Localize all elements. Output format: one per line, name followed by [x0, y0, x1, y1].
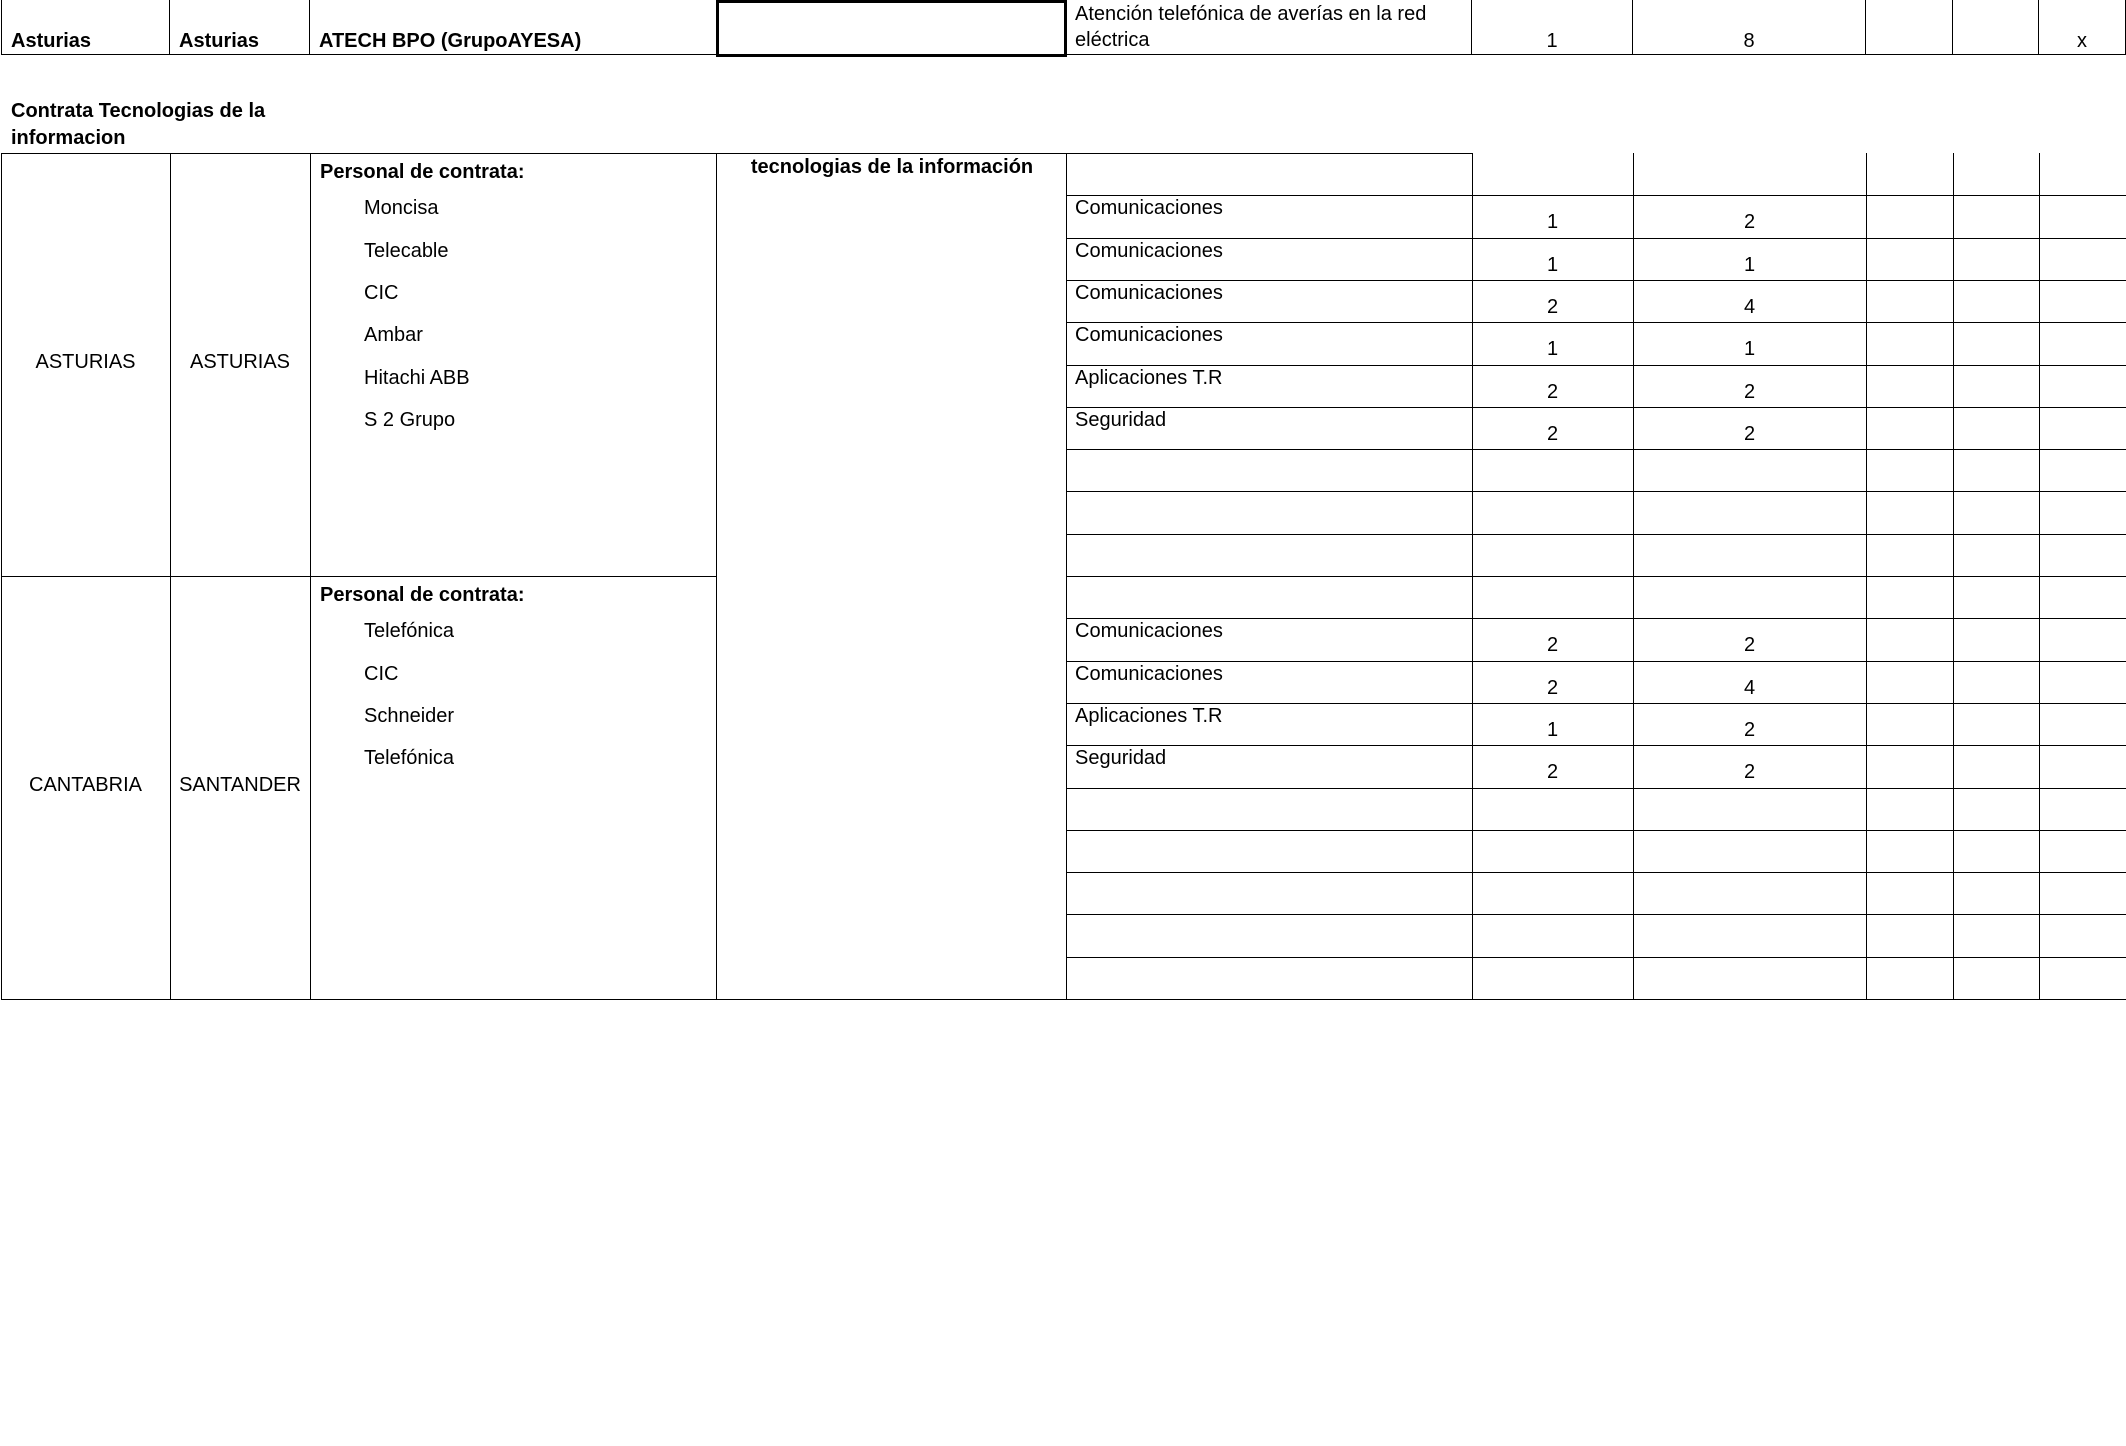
- company-text: ATECH BPO (GrupoAYESA): [319, 30, 582, 52]
- grid-hline-row: [1066, 788, 2126, 789]
- personal-contrata-heading: Personal de contrata:: [320, 161, 525, 183]
- grid-hline-bottom-area: [716, 999, 1066, 1000]
- contractor-company: Schneider: [364, 704, 455, 727]
- grid-hline-row: [1066, 449, 2126, 450]
- grid-hline-row: [1066, 576, 2126, 577]
- contractor-company: CIC: [364, 662, 399, 685]
- activity-cell[interactable]: Comunicaciones: [1075, 197, 1223, 220]
- count-b-cell[interactable]: 2: [1743, 422, 1756, 445]
- cell-col2[interactable]: [1633, 0, 1866, 55]
- count-a-cell[interactable]: 2: [1546, 295, 1559, 318]
- grid-hline-row: [1066, 534, 2126, 535]
- activity-cell[interactable]: Comunicaciones: [1075, 324, 1223, 347]
- activity-cell[interactable]: Comunicaciones: [1075, 662, 1223, 685]
- grid-hline-row: [1066, 914, 2126, 915]
- count-a-cell[interactable]: 2: [1546, 634, 1559, 657]
- community-cell[interactable]: ASTURIAS: [35, 350, 136, 373]
- count-b-cell[interactable]: 4: [1743, 295, 1756, 318]
- community-cell[interactable]: CANTABRIA: [29, 773, 142, 796]
- grid-hline-row: [1066, 491, 2126, 492]
- cell-col1[interactable]: [1472, 0, 1633, 55]
- grid-hline-row: [1066, 238, 2126, 239]
- grid-hline-row: [1066, 661, 2126, 662]
- cell-province[interactable]: [170, 0, 310, 55]
- col1-value: 1: [1546, 30, 1558, 52]
- activity-cell[interactable]: Comunicaciones: [1075, 239, 1223, 262]
- grid-hline-row: [1066, 999, 2126, 1000]
- activity-cell[interactable]: Seguridad: [1075, 408, 1167, 431]
- count-a-cell[interactable]: 2: [1546, 422, 1559, 445]
- count-a-cell[interactable]: 1: [1546, 253, 1559, 276]
- activity-cell[interactable]: Seguridad: [1075, 747, 1167, 770]
- grid-hline-row: [1066, 365, 2126, 366]
- contractor-company: Ambar: [364, 324, 423, 347]
- contractor-company: Telefónica: [364, 620, 455, 643]
- grid-hline-block: [1, 576, 716, 577]
- count-b-cell[interactable]: 2: [1743, 380, 1756, 403]
- cell-company[interactable]: [310, 0, 717, 55]
- count-a-cell[interactable]: 2: [1546, 676, 1559, 699]
- activity-cell[interactable]: Comunicaciones: [1075, 281, 1223, 304]
- contractor-company: Telecable: [364, 239, 449, 262]
- grid-hline-row: [1066, 618, 2126, 619]
- grid-hline-top-left: [1, 153, 1066, 154]
- cell-activity[interactable]: [1066, 0, 1472, 55]
- col5-value: x: [2077, 30, 2087, 52]
- contractor-company: Hitachi ABB: [364, 366, 470, 389]
- province-text: Asturias: [179, 30, 260, 52]
- cell-col5[interactable]: [2039, 0, 2126, 55]
- count-b-cell[interactable]: 4: [1743, 676, 1756, 699]
- community-text: Asturias: [11, 30, 92, 52]
- contractor-company: CIC: [364, 281, 399, 304]
- province-cell[interactable]: SANTANDER: [179, 773, 301, 796]
- grid-hline-row: [1066, 322, 2126, 323]
- count-b-cell[interactable]: 2: [1743, 718, 1756, 741]
- grid-vline: [716, 153, 717, 999]
- contractor-company: Telefónica: [364, 747, 455, 770]
- count-b-cell[interactable]: 2: [1743, 761, 1756, 784]
- grid-hline-row: [1066, 830, 2126, 831]
- count-b-cell[interactable]: 2: [1743, 634, 1756, 657]
- activity-text: Atención telefónica de averías en la red eléctrica: [1075, 3, 1427, 51]
- contractor-company: S 2 Grupo: [364, 408, 456, 431]
- grid-hline-row: [1066, 872, 2126, 873]
- grid-hline-row: [1066, 280, 2126, 281]
- province-cell[interactable]: ASTURIAS: [189, 350, 291, 373]
- cell-community[interactable]: [1, 0, 170, 55]
- grid-hline-block: [1, 999, 716, 1000]
- grid-hline-row: [1066, 745, 2126, 746]
- section-title: Contrata Tecnologias de la informacion: [11, 100, 266, 149]
- grid-hline-row: [1066, 957, 2126, 958]
- count-a-cell[interactable]: 2: [1546, 761, 1559, 784]
- count-b-cell[interactable]: 1: [1743, 253, 1756, 276]
- contractor-company: Moncisa: [364, 197, 439, 220]
- grid-hline-row: [1066, 703, 2126, 704]
- grid-hline-row: [1066, 195, 2126, 196]
- cell-col3[interactable]: [1866, 0, 1953, 55]
- personal-contrata-heading: Personal de contrata:: [320, 584, 525, 606]
- col2-value: 8: [1743, 30, 1755, 52]
- count-a-cell[interactable]: 1: [1546, 718, 1559, 741]
- count-a-cell[interactable]: 1: [1546, 211, 1559, 234]
- count-b-cell[interactable]: 2: [1743, 211, 1756, 234]
- activity-cell[interactable]: Aplicaciones T.R: [1075, 704, 1223, 727]
- count-a-cell[interactable]: 2: [1546, 380, 1559, 403]
- grid-hline-top-activity: [1066, 153, 1472, 154]
- area-title: tecnologias de la información: [750, 156, 1034, 178]
- grid-hline-row: [1066, 407, 2126, 408]
- count-b-cell[interactable]: 1: [1743, 338, 1756, 361]
- cell-col4[interactable]: [1953, 0, 2039, 55]
- count-a-cell[interactable]: 1: [1546, 338, 1559, 361]
- cell-selected-empty[interactable]: [716, 0, 1067, 57]
- activity-cell[interactable]: Aplicaciones T.R: [1075, 366, 1223, 389]
- activity-cell[interactable]: Comunicaciones: [1075, 620, 1223, 643]
